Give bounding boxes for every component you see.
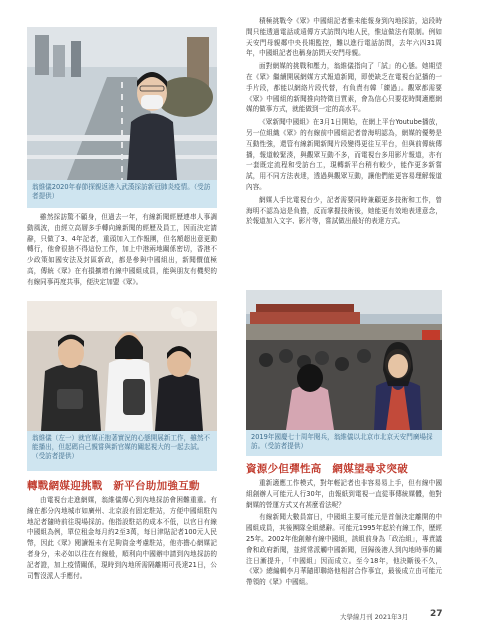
section2-paragraph: 有線新聞大數員富日，中國組主要可能元是首個決定離開的中國組成員，其後團隊全組總辭。可能元1995年起於有線工作，歷經25年。2002年他創辦有線中國組，該組前身為「政治組」，專責議會和政府新聞，並經常派觸中國新聞，回歸後港人到內地時事的關注日漸提升，「中國組」因而成立。至今18年，他決斷後不久，《眾》總編輯李月華隨即聯絡他相討合作事宜，最後成立由可能元帶領的《眾》中國組。 — [246, 513, 442, 587]
middle-left-photo-caption: 翁維儀（左一）就官媒正抱著實況的心態開展新工作，雖然不能播出，但起碼自己親嘗與新官媒的關起視大的一起去試。（受訪者提供） — [27, 431, 217, 471]
section1-heading: 轉戰網媒迎挑戰 新平台助加強互動 — [27, 480, 200, 492]
right-paragraph: 《眾新聞中國組》在3月1日開始，在網上平台Youtube播放，另一位組織《眾》的有線前中國組記者曾海明認為，網媒的優勢是互動性強，還管有線新聞新聞片段變得更往互平台，但與前傳統傳播，報道較緊湊，與觀眾互動不多，而電視台多用影片報道，亦有一套既定流程和受訪台工，現轉新平台稍有較少，能作更多新嘗試，用不同方法表達，透過與觀眾互動，讓他們能更容易理解報道內容。 — [246, 118, 442, 191]
page-number: 27 — [430, 609, 443, 619]
team-selfie-image — [27, 301, 217, 431]
right-paragraph: 積極挑戰令《眾》中國組記者雅未能報身到內地採訪，這段時間只能透過電話或遠傳方式訪問內地人民，惟這做法有限制。例如天安門母親鄰中央長期監控，難以進行電話訪問，去年六四31周年，中國組記者也稱身訪問天安門母親。 — [246, 17, 442, 58]
middle-left-photo — [27, 301, 217, 431]
top-left-photo — [27, 27, 217, 180]
right-paragraph: 網媒人手比電視台少，記者需要同時兼顧更多技術和工作，曾海明不認為這是負擔，反而掌握技術後，她能更有效地表達意念，於報道加入文字、影片等，嘗試做出最好的表達方式。 — [246, 195, 442, 226]
middle-right-photo — [246, 290, 442, 430]
right-top-column — [246, 16, 442, 229]
top-left-photo-caption: 翁維儀2020年春節探親返港入武漢採訪新冠肺炎疫情。（受訪者提供） — [27, 180, 217, 208]
right-paragraph: 面對網媒的挑戰和壓力，翁維儀指向了「試」的心態。她期望在《眾》繼續開展網媒方式報道新聞，即使缺乏在電視台記播的一手片段，都能以網絡片段代替，有負責有韓「練過」。觀眾都需要《眾》中國組的新聞推向特徵目質素，會為信心只要花時間適應網媒的做事方式，就能做到一定的高水平。 — [246, 62, 442, 114]
middle-right-photo-caption: 2019年國慶七十周年閱兵，翁維儀以北京市北京天安門廣場採訪。（受訪者提供） — [246, 430, 442, 456]
section2-paragraph: 重新適應工作模式，對年輕記者也非容易易上手，但有線中國組創辦人可能元人行30年，由報紙到電視一直從事傳統媒體，他對網媒的營運方式又有甚麼看法呢？ — [246, 479, 442, 509]
section1-paragraph: 由電視台走進網媒，翁維儀傳心到內地採訪會困難重重。有線在都分內地城市如廣州、北京設有固定駐站，方便中國組駐內地記者隨時前往現場採訪。他指設駐站的成本不低，以官日有線中國組為例，單位租金每月約2至3萬，每日津貼記者100元人民幣，因此《眾》閱讀報未有足夠資金考慮駐站，他亦擔心網媒記者身分，未必如以往在有線般，順利向中國辦申請到內地採訪的記者證，加上疫情關係，現時到內地所需隔離期可長達21日，公司暫沒派人手應付。 — [27, 496, 217, 580]
section2-body — [246, 478, 442, 590]
section1-body — [27, 495, 217, 583]
reporter-overpass-image — [27, 27, 217, 180]
left-paragraph: 雖然採訪驚不顧身，但過去一年，有線新聞經歷連串人事調動風波，由經立高層多手轉向線新聞的經歷及員工，因而決定請辭，只做了3、4年記者，重頭加入工作報團，但名額超出意更動轉行，他會很捨不得這份工作，加上中港兩地關係密切，香港不少政策如國安法及封區新政，都是參與中國組出，新聞價值極高，傳統《眾》在有損擴增有線中國組成員，能與朋友有機契的有線同事再度共事，便決定加盟《眾》。 — [27, 213, 217, 286]
magazine-footer: 大學線月刊 2021年3月 — [340, 613, 409, 621]
left-column — [27, 212, 217, 290]
section2-heading: 資源少但彈性高 網媒望尋求突破 — [246, 463, 408, 475]
tiananmen-reporting-image — [246, 290, 442, 430]
